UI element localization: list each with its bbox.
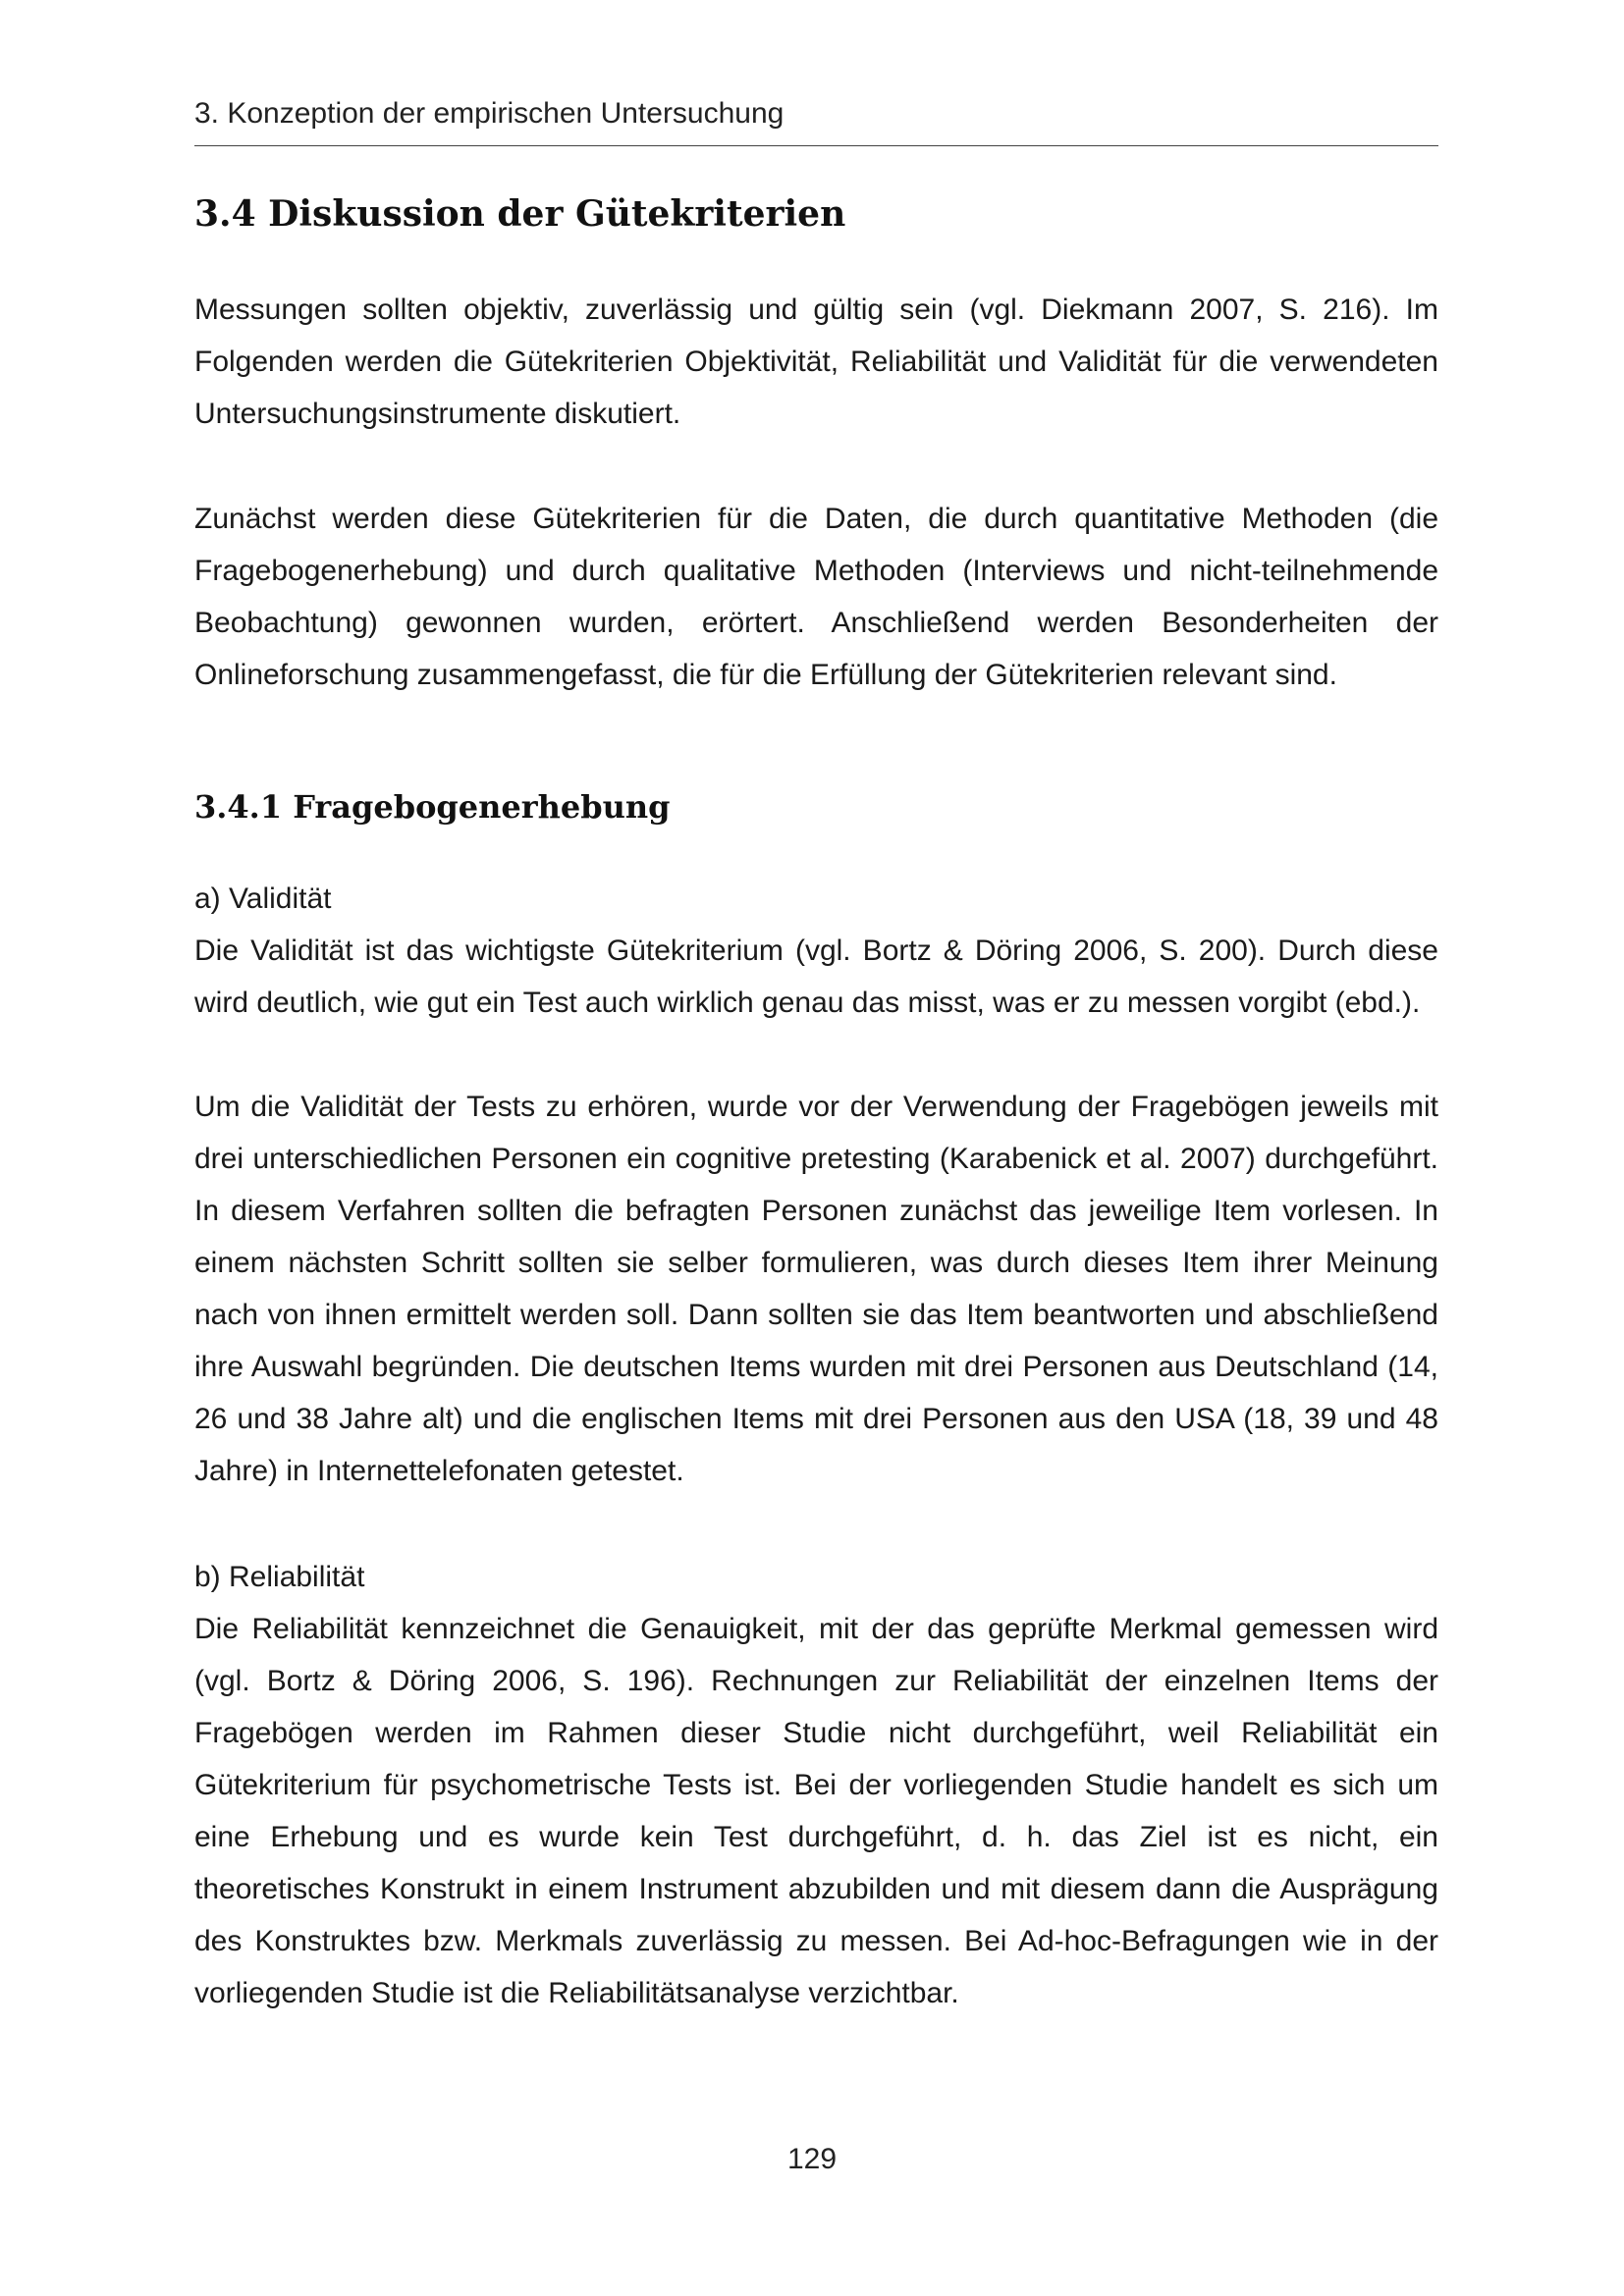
intro-paragraph-2: Zunächst werden diese Gütekriterien für die Daten, die durch quantitative Methoden (die Fragebogenerhebung) und durch qualitative Methoden (Interviews und nicht-teilnehmende Beobachtung) gewonnen wurden, erörtert. Anschließend werden Besonderheiten der Onlineforschung zusammengefasst, die für die Erfüllung der Gütekriterien relevant sind.: [194, 503, 1438, 691]
section-heading: 3.4 Diskussion der Gütekriterien: [194, 193, 846, 235]
page-number: 129: [786, 2143, 838, 2175]
intro-paragraph-1: Messungen sollten objektiv, zuverlässig und gültig sein (vgl. Diekmann 2007, S. 216). Im Folgenden werden die Gütekriterien Objektivität, Reliabilität und Validität für die verwendeten Untersuchungsinstrumente diskutiert.: [194, 294, 1438, 430]
reliability-label: b) Reliabilität: [194, 1561, 365, 1593]
header-divider: [194, 145, 1438, 146]
validity-paragraph-2: Um die Validität der Tests zu erhören, wurde vor der Verwendung der Fragebögen jeweils mit drei unterschiedlichen Personen ein cognitive pretesting (Karabenick et al. 2007) durchgeführt. In diesem Verfahren sollten die befragten Personen zunächst das jeweilige Item vorlesen. In einem nächsten Schritt sollten sie selber formulieren, was durch dieses Item ihrer Meinung nach von ihnen ermittelt werden soll. Dann sollten sie das Item beantworten und abschließend ihre Auswahl begründen. Die deutschen Items wurden mit drei Personen aus Deutschland (14, 26 und 38 Jahre alt) und die englischen Items mit drei Personen aus den USA (18, 39 und 48 Jahre) in Internettelefonaten getestet.: [194, 1091, 1438, 1487]
validity-label: a) Validität: [194, 882, 332, 915]
running-header: 3. Konzeption der empirischen Untersuchung: [194, 97, 785, 130]
reliability-paragraph: Die Reliabilität kennzeichnet die Genauigkeit, mit der das geprüfte Merkmal gemessen wird (vgl. Bortz & Döring 2006, S. 196). Rechnungen zur Reliabilität der einzelnen Items der Fragebögen werden im Rahmen dieser Studie nicht durchgeführt, weil Reliabilität ein Gütekriterium für psychometrische Tests ist. Bei der vorliegenden Studie handelt es sich um eine Erhebung und es wurde kein Test durchgeführt, d. h. das Ziel ist es nicht, ein theoretisches Konstrukt in einem Instrument abzubilden und mit diesem dann die Ausprägung des Konstruktes bzw. Merkmals zuverlässig zu messen. Bei Ad-hoc-Befragungen wie in der vorliegenden Studie ist die Reliabilitätsanalyse verzichtbar.: [194, 1613, 1438, 2009]
subsection-heading: 3.4.1 Fragebogenerhebung: [194, 788, 671, 826]
validity-paragraph-1: Die Validität ist das wichtigste Gütekriterium (vgl. Bortz & Döring 2006, S. 200). Durch diese wird deutlich, wie gut ein Test auch wirklich genau das misst, was er zu messen vorgibt (ebd.).: [194, 934, 1438, 1019]
